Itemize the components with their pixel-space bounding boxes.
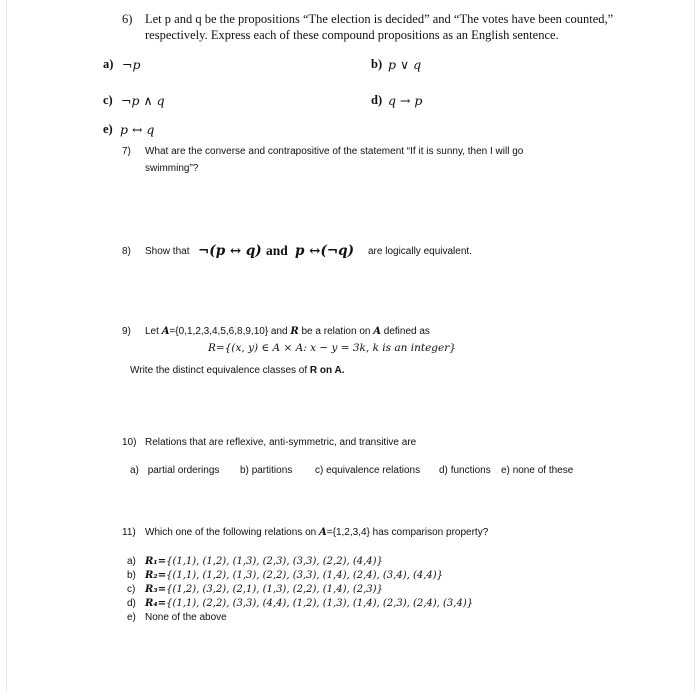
q6-option-b-expr: p ∨ q	[388, 57, 422, 72]
q10-option-e-label: e)	[501, 465, 510, 476]
q11-set-a: A	[319, 527, 327, 538]
q9-let: Let	[145, 326, 159, 337]
q10-option-d	[439, 465, 491, 476]
q11-option-e	[127, 612, 227, 623]
q6-option-a-label: a)	[103, 57, 114, 71]
q11-option-e-text: None of the above	[145, 612, 227, 623]
q11-option-a-name: R₁=	[145, 556, 167, 567]
q7-text-line1: What are the converse and contrapositive of the statement “If it is sunny, then I will go	[145, 146, 524, 157]
q11-option-c	[127, 584, 383, 595]
q6-option-a-expr: ¬p	[122, 57, 141, 72]
q7-number: 7)	[122, 146, 131, 157]
q9-set-a: A	[161, 326, 170, 337]
q10-option-b-text: partitions	[251, 465, 293, 476]
q11-option-a-label: a)	[127, 556, 136, 567]
q9-definition: R={(x, y) ∈ A × A: x − y = 3k, k is an integer}	[208, 342, 456, 354]
q10-option-b	[240, 465, 292, 476]
q9-defined-as: defined as	[383, 326, 430, 337]
q8-and: and	[266, 243, 288, 258]
q11-option-c-label: c)	[127, 584, 136, 595]
q7-text-line2: swimming”?	[145, 163, 199, 174]
q11-option-c-set: {(1,2), (3,2), (2,1), (1,3), (2,2), (1,4), (2,3)}	[166, 584, 383, 595]
q11-option-d-label: d)	[127, 598, 136, 609]
q6-text-line2: respectively. Express each of these compound propositions as an English sentence.	[145, 28, 559, 42]
q11-option-d-name: R₄=	[145, 598, 167, 609]
q10-option-a-text: partial orderings	[147, 465, 220, 476]
q8-suffix: are logically equivalent.	[368, 246, 472, 257]
q11-option-c-name: R₃=	[145, 584, 167, 595]
q10-option-e	[501, 465, 573, 476]
q11-number: 11)	[122, 527, 136, 538]
q6-option-d-label: d)	[371, 93, 383, 107]
q9-instruction	[130, 365, 345, 376]
q11-option-b-name: R₂=	[145, 570, 167, 581]
q6-option-e-label: e)	[103, 122, 113, 136]
q10-option-d-text: functions	[450, 465, 491, 476]
q10-option-e-text: none of these	[512, 465, 574, 476]
q11-question-rest: ={1,2,3,4} has comparison property?	[326, 527, 489, 538]
q10-option-b-label: b)	[240, 465, 249, 476]
q10-question: Relations that are reflexive, anti-symmetric, and transitive are	[145, 437, 417, 448]
q11-question	[145, 527, 488, 538]
page-border-right	[694, 0, 695, 692]
q10-option-a-label: a)	[130, 465, 139, 476]
q11-option-d	[127, 598, 473, 609]
q8-expression-1: ¬(p ↔ q)	[198, 243, 262, 259]
q6-option-b-label: b)	[371, 57, 383, 71]
q11-option-b-set: {(1,1), (1,2), (1,3), (2,2), (3,3), (1,4), (2,4), (3,4), (4,4)}	[166, 570, 444, 581]
q6-text-line1: Let p and q be the propositions “The election is decided” and “The votes have been counted,”	[145, 12, 614, 26]
q9-set-a-2: A	[373, 326, 381, 337]
q11-option-b-label: b)	[127, 570, 136, 581]
q11-option-e-label: e)	[127, 612, 136, 623]
q9-relation-text: be a relation on	[301, 326, 371, 337]
q8-prefix: Show that	[145, 246, 190, 257]
q11-option-a	[127, 556, 383, 567]
q9-number: 9)	[122, 326, 131, 337]
q10-option-c-text: equivalence relations	[326, 465, 421, 476]
q11-question-text: Which one of the following relations on	[145, 527, 317, 538]
q10-number: 10)	[122, 437, 137, 448]
q10-option-c-label: c)	[315, 465, 324, 476]
q11-option-b	[127, 570, 443, 581]
q11-option-d-set: {(1,1), (2,2), (3,3), (4,4), (1,2), (1,3), (1,4), (2,3), (2,4), (3,4)}	[166, 598, 474, 609]
q10-option-d-label: d)	[439, 465, 448, 476]
q9-relation-r: R	[290, 326, 299, 337]
q6-option-e-expr: p ↔ q	[120, 122, 155, 137]
q6-number: 6)	[122, 12, 133, 26]
q8-number: 8)	[122, 246, 131, 257]
q6-option-d-expr: q → p	[388, 93, 423, 108]
q10-option-a	[130, 465, 219, 476]
q11-option-a-set: {(1,1), (1,2), (1,3), (2,3), (3,3), (2,2), (4,4)}	[166, 556, 383, 567]
q6-option-c-label: c)	[103, 93, 113, 107]
q9-line1	[145, 326, 430, 337]
q9-set-values: ={0,1,2,3,4,5,6,8,9,10} and	[169, 326, 288, 337]
page-border-left	[6, 0, 7, 692]
q8-expression-2: p ↔(¬q)	[295, 243, 354, 259]
q6-option-c-expr: ¬p ∧ q	[121, 93, 165, 108]
q9-instruction-bold: R on A.	[309, 365, 345, 376]
q10-option-c	[315, 465, 420, 476]
q9-instruction-text: Write the distinct equivalence classes of	[130, 365, 308, 376]
